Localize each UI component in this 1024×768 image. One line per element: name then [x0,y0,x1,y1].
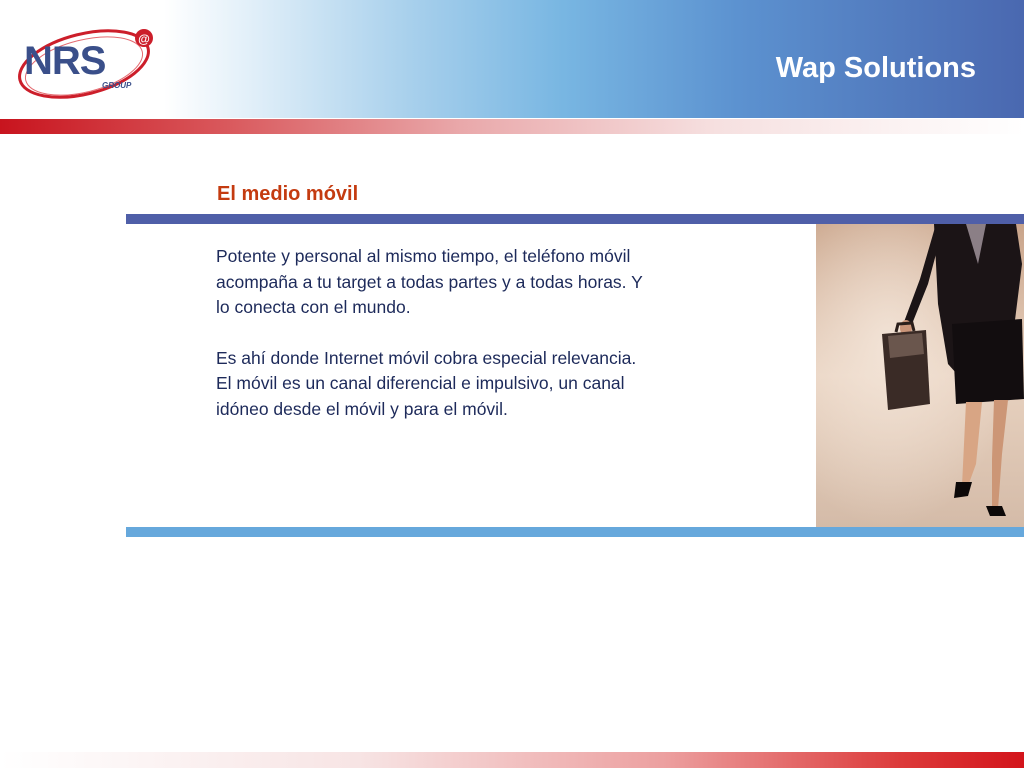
top-rule [126,214,1024,224]
page-title: Wap Solutions [775,52,976,84]
svg-text:@: @ [138,32,150,46]
svg-text:NRS: NRS [24,39,106,83]
paragraph-internet-movil: Es ahí donde Internet móvil cobra especial relevancia. El móvil es un canal diferencial e impulsivo, un canal idóneo desde el móvil y para el móvil. [216,347,637,419]
bottom-rule [126,527,1024,537]
footer-band [0,752,1024,768]
section-heading: El medio móvil [217,183,359,205]
header-divider-band [0,119,1024,134]
svg-text:GROUP: GROUP [102,81,132,90]
content-body [216,244,656,447]
nrs-group-logo [14,16,164,106]
paragraph-intro: Potente y personal al mismo tiempo, el teléfono móvil acompaña a tu target a todas partes y a todas horas. Y lo conecta con el mundo. [216,246,643,317]
businesswoman-photo [816,224,1024,527]
header-banner [0,0,1024,118]
